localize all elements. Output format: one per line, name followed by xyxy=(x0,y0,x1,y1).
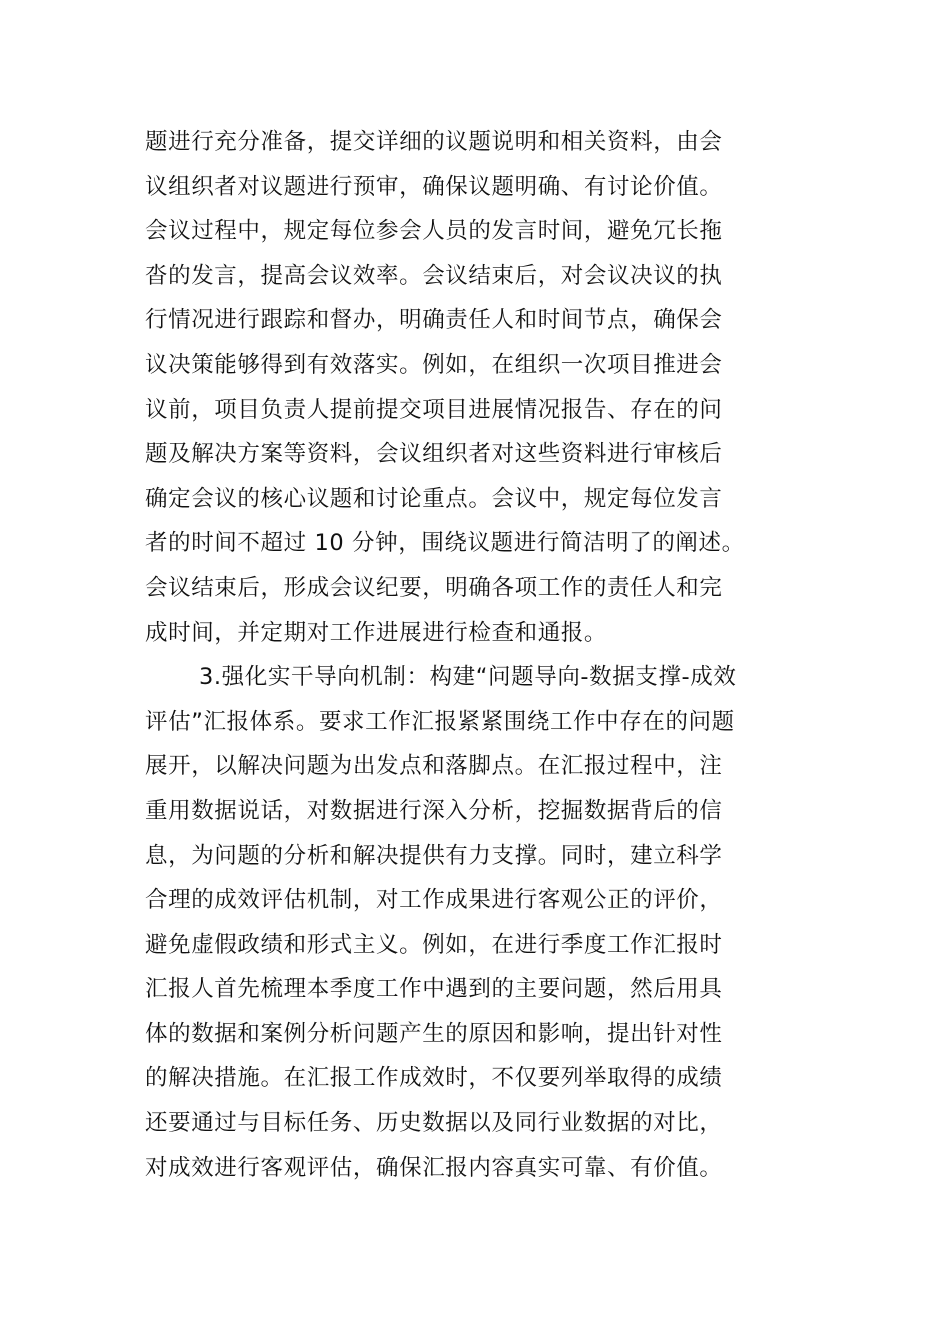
paragraph-line: 议前，项目负责人提前提交项目进展情况报告、存在的问 xyxy=(145,396,723,423)
section-heading-line: 3.强化实干导向机制：构建“问题导向-数据支撑-成效 xyxy=(199,664,737,691)
paragraph-line: 汇报人首先梳理本季度工作中遇到的主要问题，然后用具 xyxy=(145,976,723,1003)
paragraph-line: 展开，以解决问题为出发点和落脚点。在汇报过程中，注 xyxy=(145,753,723,780)
paragraph-line: 会议过程中，规定每位参会人员的发言时间，避免冗长拖 xyxy=(145,218,723,245)
paragraph-line: 题及解决方案等资料，会议组织者对这些资料进行审核后 xyxy=(145,441,723,468)
paragraph-line: 重用数据说话，对数据进行深入分析，挖掘数据背后的信 xyxy=(145,797,723,824)
paragraph-line: 对成效进行客观评估，确保汇报内容真实可靠、有价值。 xyxy=(145,1154,723,1181)
paragraph-line: 体的数据和案例分析问题产生的原因和影响，提出针对性 xyxy=(145,1020,723,1047)
paragraph-line: 议组织者对议题进行预审，确保议题明确、有讨论价值。 xyxy=(145,173,723,200)
paragraph-line: 会议结束后，形成会议纪要，明确各项工作的责任人和完 xyxy=(145,574,723,601)
paragraph-line: 行情况进行跟踪和督办，明确责任人和时间节点，确保会 xyxy=(145,307,723,334)
body-text xyxy=(145,120,810,1190)
paragraph-line: 成时间，并定期对工作进展进行检查和通报。 xyxy=(145,619,608,646)
paragraph-line: 沓的发言，提高会议效率。会议结束后，对会议决议的执 xyxy=(145,262,723,289)
paragraph-line: 合理的成效评估机制，对工作成果进行客观公正的评价， xyxy=(145,887,723,914)
paragraph-line: 避免虚假政绩和形式主义。例如，在进行季度工作汇报时 xyxy=(145,931,723,958)
paragraph-line: 议决策能够得到有效落实。例如，在组织一次项目推进会 xyxy=(145,351,723,378)
paragraph-line: 息，为问题的分析和解决提供有力支撑。同时，建立科学 xyxy=(145,842,723,869)
paragraph-line: 的解决措施。在汇报工作成效时，不仅要列举取得的成绩 xyxy=(145,1065,723,1092)
paragraph-line: 还要通过与目标任务、历史数据以及同行业数据的对比， xyxy=(145,1110,723,1137)
paragraph-line: 者的时间不超过 10 分钟，围绕议题进行简洁明了的阐述。 xyxy=(145,530,745,557)
paragraph-line: 题进行充分准备，提交详细的议题说明和相关资料，由会 xyxy=(145,129,723,155)
paragraph-line: 确定会议的核心议题和讨论重点。会议中，规定每位发言 xyxy=(145,485,723,512)
paragraph-line: 评估”汇报体系。要求工作汇报紧紧围绕工作中存在的问题 xyxy=(145,708,735,735)
